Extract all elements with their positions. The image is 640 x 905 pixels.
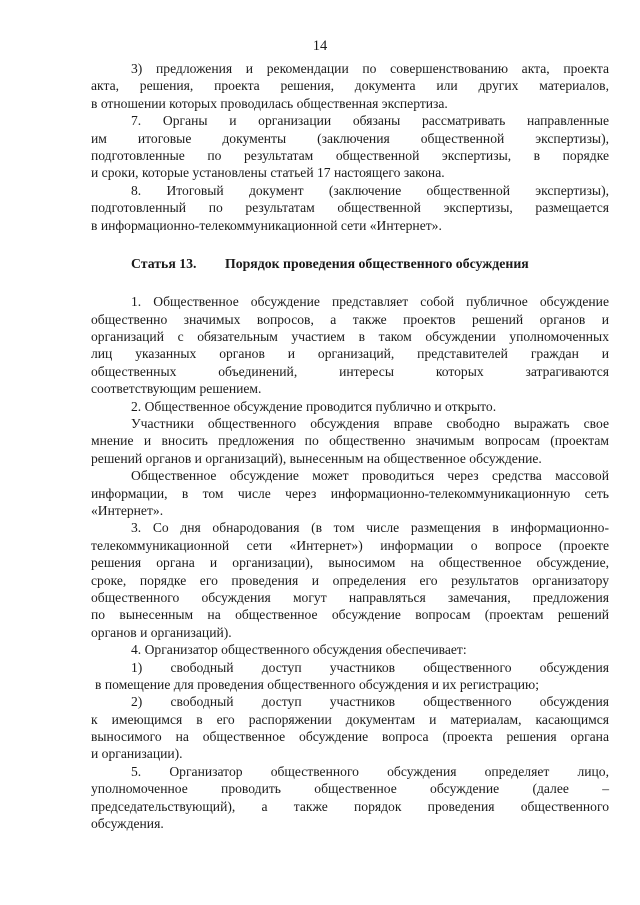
text-line: 3. Со дня обнародования (в том числе размещения в информационно- — [131, 520, 609, 536]
text-line: подготовленный по результатам общественной экспертизы, размещается — [91, 200, 609, 216]
text-line: 5. Организатор общественного обсуждения определяет лицо, — [131, 763, 609, 779]
text-line: решения органа и организации), выносимом на общественное обсуждение, — [91, 555, 609, 571]
text-line: председательствующий), а также порядок проведения общественного — [91, 798, 609, 814]
text-line: выносимого на общественное обсуждение вопроса (проекта решения органа — [91, 729, 609, 745]
article-number: Статья 13. — [131, 255, 197, 271]
text-line: акта, решения, проекта решения, документа или других материалов, — [91, 78, 609, 94]
text-line: 1. Общественное обсуждение представляет собой публичное обсуждение — [131, 294, 609, 310]
text-line: и организации). — [91, 746, 183, 762]
text-line: 4. Организатор общественного обсуждения обеспечивает: — [131, 642, 467, 658]
text-line: лиц указанных органов и организаций, представителей граждан и — [91, 346, 609, 362]
text-line: организаций с обязательным участием в таком обсуждении уполномоченных — [91, 329, 609, 345]
text-line: общественно значимых вопросов, а также проектов решений органов и — [91, 311, 609, 327]
text-line: 7. Органы и организации обязаны рассматривать направленные — [131, 113, 609, 129]
text-line: им итоговые документы (заключения общественной экспертизы), — [91, 130, 609, 146]
text-line: «Интернет». — [91, 503, 164, 518]
text-line: Общественное обсуждение может проводиться через средства массовой — [131, 468, 609, 484]
text-line: в информационно-телекоммуникационной сети «Интернет». — [91, 217, 442, 233]
text-line: 2. Общественное обсуждение проводится публично и открыто. — [131, 398, 497, 414]
text-line: уполномоченное проводить общественное обсуждение (далее – — [91, 781, 609, 797]
article-heading — [91, 255, 609, 272]
text-line: подготовленные по результатам общественной экспертизы, в порядке — [91, 147, 609, 163]
text-line: соответствующим решением. — [91, 381, 262, 397]
document-body — [91, 60, 609, 832]
text-line: 2) свободный доступ участников общественного обсуждения — [131, 694, 609, 710]
text-line: к имеющимся в его распоряжении документам и материалам, касающимся — [91, 711, 609, 727]
text-line: общественного обсуждения могут направляться замечания, предложения — [91, 589, 609, 605]
text-line: Участники общественного обсуждения вправе свободно выражать свое — [131, 416, 609, 432]
article-title: Порядок проведения общественного обсуждения — [225, 255, 529, 271]
text-line: телекоммуникационной сети «Интернет») информации о вопросе (проекте — [91, 537, 609, 553]
text-line: сроке, порядке его проведения и определения его результатов организатору — [91, 572, 609, 588]
text-line: 3) предложения и рекомендации по совершенствованию акта, проекта — [131, 61, 609, 76]
text-line: по вынесенным на общественное обсуждение вопросам (проектам решений — [91, 607, 609, 623]
text-line: органов и организаций). — [91, 624, 232, 640]
text-line: информации, в том числе через информационно-телекоммуникационную сеть — [91, 485, 609, 501]
text-line: 8. Итоговый документ (заключение общественной экспертизы), — [131, 182, 609, 198]
text-line: общественных объединений, интересы которых затрагиваются — [91, 363, 609, 379]
text-line: в отношении которых проводилась общественная экспертиза. — [91, 95, 448, 111]
page-number: 14 — [312, 38, 328, 54]
text-line: в помещение для проведения общественного обсуждения и их регистрацию; — [95, 676, 539, 692]
text-line: мнение и вносить предложения по общественно значимым вопросам (проектам — [91, 433, 609, 449]
text-line: обсуждения. — [91, 816, 164, 832]
text-line: 1) свободный доступ участников общественного обсуждения — [131, 659, 609, 675]
text-line: решений органов и организаций), вынесенным на общественное обсуждение. — [91, 450, 542, 466]
text-line: и сроки, которые установлены статьей 17 настоящего закона. — [91, 165, 445, 181]
